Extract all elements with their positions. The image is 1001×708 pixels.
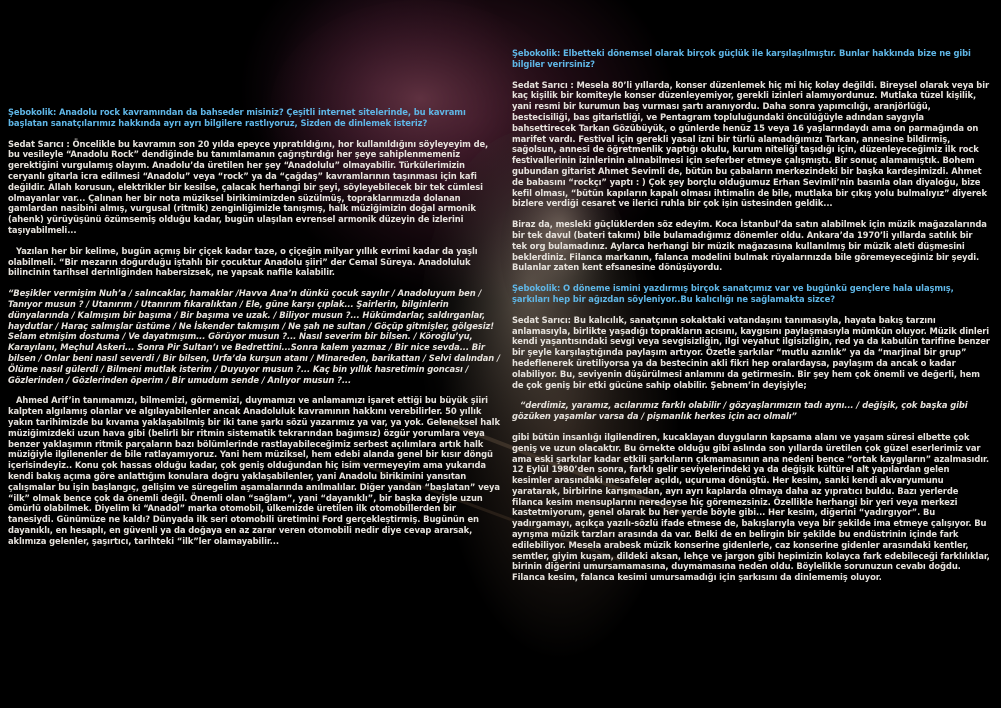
answer-4: Sedat Sarıcı : Mesela 80’li yıllarda, konser düzenlemek hiç mi hiç kolay değildi. Bireysel olarak veya bir kaç kişilik bir komiteyle konser düzenleyemiyor, gerekli izinleri alamıyordunuz. Mutlaka tüzel kişilik, yani resmi bir kurumun baş vurması şartı aranıyordu. Daha sonra yapımcılığı, aranjörlüğü, bestecisiliği, bas gitaristliği, ve Pentagram topluluğundaki öncülüğüyle adından saygıyla bahsettirecek Tarkan Gözübüyük, o günlerde henüz 15 veya 16 yaşlarındaydı ama on parmağında on marifet vardı. Festival için gerekli yasal izni bir türlü alamadığımızı Tarkan, annesine bildirmiş, sağolsun, annesi de öğretmenlik yaptığı okulu, kurum niteliği taşıdığı için, düzenleyeceğimiz ilk rock festivallerinin izinlerinin alınabilmesi için seferber etmeye çalışmıştı. Bir sonuç alamamıştık. Bohem gubundan gitarist Ahmet Sevimli de, bütün bu çabaların merkezindeki bir başka kardeşimizdi. Ahmet de babasını “rockçı” yaptı : ) Çok şey borçlu olduğumuz Erhan Sevimli’nin basınla olan diyaloğu, bize kefil olması, “bütün kapıların kapalı olması ihtimalin de bile, mutlaka bir çıkış yolu bulmalıyız” diyerek bizlere verdiği cesaret ve ilerici ruhla bir çok işin üstesinden geldik...	[512, 79, 990, 209]
question-2: Şebokolik: Elbetteki dönemsel olarak birçok güçlük ile karşılaşılmıştır. Bunlar hakkında bize ne gibi bilgiler verirsiniz?	[512, 48, 971, 69]
left-column	[8, 107, 500, 556]
answer-2: Yazılan her bir kelime, bugün açmış bir çiçek kadar taze, o çiçeğin milyar yıllık evrimi kadar da yaşlı olabilmeli. “Bir mezarın doğurduğu iştahlı bir çocuktur Anadolu şiiri” der Cemal Süreya. Anadoluluk bilincinin tarihsel derinliğinden habersizsek, ne yapsak nafile kalabilir.	[8, 245, 478, 278]
question-1: Şebokolik: Anadolu rock kavramından da bahseder misiniz? Çeşitli internet sitelerinde, bu kavramı başlatan sanatçılarımız hakkında ayrı ayrı bilgilere rastlıyoruz, Sizden de dinlemek isteriz?	[8, 107, 466, 128]
answer-3: Ahmed Arif’in tanımamızı, bilmemizi, görmemizi, duymamızı ve anlamamızı işaret ettiği bu büyük şiiri kalpten algılamış olanlar ve algılayabilenler ancak Anadoluluk kavramının hakkını verebilirler. 50 yıllık yakın tarihimizde bu kıvama yaklaşabilmiş bir iki tane şarkı sözü yazarımız ya var, ya yok. Geleneksel halk müziğimizdeki uzun hava gibi (belirli bir ritmin sistematik tekrarından bağımsız) özgür yorumlara veya benzer yaklaşımın ritmik parçaların bazı bölümlerinde rastlayabileceğimiz serbest açılımlara artık halk müziğiyle ilgilenenler de bile ratlayamıyoruz. Yani hem müziksel, hem edebi alanda genel bir kısır döngü içerisindeyiz.. Konu çok hassas olduğu kadar, çok geniş olduğundan hiç isim vermeyeyim ama yukarıda kendi bakış açıma göre anlattığım konulara doğru yaklaşabilenler, yani Anadolu birikimini yansıtan çalışmalar bu işin başlangıç, gelişim ve süregelim aşamalarında anılmalılar. Diğer yandan “başlatan” veya “ilk” olmak bence çok da önemli değil. Önemli olan “sağlam”, yani “dayanıklı”, bir başka deyişle uzun ömürlü olabilmek. Diyelim ki “Anadol” marka otomobil, ülkemizde üretilen ilk otomobillerden bir tanesiydi. Günümüze ne kaldı? Dünyada ilk seri otomobili üretimini Ford gerçekleştirmiş. Bugünün en dayanıklı, en hesaplı, en güvenli ya da doğaya en az zarar veren otomobili nedir diye cevap ararsak, aklımıza gelenler, şaşırtıcı, tarihteki “ilk”ler olamayabilir...	[8, 395, 500, 546]
answer-5: Biraz da, mesleki güçlüklerden söz edeyim. Koca İstanbul’da satın alabilmek için müzik mağazalarında bir tek davul (bateri takımı) bile bulamadığımız dönemler oldu. Ankara’da 1970’li yıllarda satılık bir tek org bulamadınız. Aylarca herhangi bir müzik mağazasına kullanılmış bir müzik aleti düşmesini beklerdiniz. Filanca markanın, falanca modelini bulmak rüyalarınızda bile göremeyeceğiniz bir şeydi. Bulanlar zaten kent efsanesine dönüşüyordu.	[512, 219, 987, 273]
poem-quote: “Beşikler vermişim Nuh’a / salıncaklar, hamaklar /Havva Ana’n dünkü çocuk sayılır / Anadoluyum ben / Tanıyor musun ? / Utanırım / Utanırım fıkaralıktan / Ele, güne karşı çıplak... Şairlerin, bilginlerin dünyalarında / Kalmışım bir başıma / Bir başıma ve uzak. / Biliyor musun ?... Hükümdarlar, saldırganlar, haydutlar / Haraç salmışlar üstüme / Ne İskender takmışım / Ne şah ne sultan / Göçüp gitmişler, gölgesiz! Selam etmişim dostuma / Ve dayatmışım... Görüyor musun ?... Nasıl severim bir bilsen. / Köroğlu’yu, Karayılanı, Meçhul Askeri... Sonra Pir Sultan’ı ve Bedrettini...Sonra kalem yazmaz / Bir nice sevda... Bir bilsen / Onlar beni nasıl severdi / Bir bilsen, Urfa’da kurşun atanı / Minareden, barikattan / Selvi dalından / Ölüme nasıl gülerdi / Bilmeni mutlak isterim / Duyuyor musun ?... Kaç bin yıllık hasretimin goncası / Gözlerinden / Gözlerinden öperim / Bir umudum sende / Anlıyor musun ?...	[8, 288, 500, 385]
answer-1: Sedat Sarıcı : Öncelikle bu kavramın son 20 yılda epeyce yıpratıldığını, hor kullanıldığını söyleyeyim de, bu vesileyle “Anadolu Rock” dendiğinde bu tanımlamanın çağrıştırdığı her şeye sahiplenmemeniz gerektiğini vurgulamış olayım. Anadolu’da üretilen her şey “Anadolulu” olmayabilir. Türkülerimizin ceryanlı gitarla icra edilmesi “Anadolu” veya “rock” ya da “çağdaş” kavramlarının taşınması için kafi değildir. Allah korusun, elektrikler bir kesilse, çalacak herhangi bir şeyi, söyleyebilecek bir tek cümlesi olmayanlar var... Çalınan her bir nota müziksel birikimimizden süzülmüş, topraklarımızda dolanan gamlardan nasibini almış, vurgusal (ritmik) zenginliğimizle tanışmış, halk müziğimizin doğal armonik (ahenk) yürüyüşünü özümsemiş olduğu kadar, bugün ulaşılan evrensel armonik düzeyin de izlerini taşıyabilmeli...	[8, 138, 489, 235]
right-column	[512, 48, 990, 593]
answer-7: gibi bütün insanlığı ilgilendiren, kucaklayan duyguların kapsama alanı ve yaşam süresi elbette çok geniş ve uzun olacaktır. Bu örnekte olduğu gibi aslında son yıllarda üretilen çok güzel eserlerimiz var ama eski şarkılar kadar etkili şarkıların çıkmamasının ana nedeni bence “ortak kaygıların” azalmasıdır.	[512, 431, 989, 464]
question-3: Şebokolik: O döneme ismini yazdırmış birçok sanatçımız var ve bugünkü gençlere hala ulaşmış, şarkıları hep bir ağızdan söyleniyor..Bu kalıcılığı ne sağlamakta sizce?	[512, 283, 954, 304]
answer-8: 12 Eylül 1980’den sonra, farklı gelir seviyelerindeki ya da değişik kültürel alt yapılardan gelen kesimler arasındaki mesafeler açıldı, uçuruma dönüştü. Her kesim, sanki kendi akvaryumunu yaratarak, birbirine karışmadan, ayrı ayrı kaplarda olmaya daha az yıpratıcı buldu. Bazı yerlerde filanca kesim mensuplarını neredeyse hiç göremezsiniz. Özellikle herhangi bir yeri veya merkezi kastetmiyorum, genel olarak bu her yerde böyle gibi... Her kesim, diğerini “yadırgıyor”. Bu yadırgamayı, açıkça yazılı-sözlü ifade etmese de, bakışlarıyla veya bir şekilde ima etmeye çalışıyor. Bu ayrışma müzik tarzları arasında da var. Belki de en belirgin bir şekilde bu endüstrinin içinde fark edilebiliyor. Mesela arabesk müzik konserine gidenlerle, caz konserine gidenler arasındaki kentler, semtler, giyim kuşam, dildeki aksan, lehçe ve jargon gibi hepimizin kolayca fark edebileceği farklılıklar, birinin diğerini umursamamasına, duymamasına neden oldu. Böylelikle sorunuzun cevabı doğdu. Filanca kesim, falanca kesimi umursamadığı için şarkısını da dinlememiş oluyor.	[512, 464, 990, 583]
answer-6: Sedat Sarıcı: Bu kalıcılık, sanatçının sokaktaki vatandaşını tanımasıyla, hayata bakış tarzını anlamasıyla, birlikte yaşadığı toprakların acısını, kaygısını paylaşmasıyla mümkün oluyor. Müzik dinleri kendi yaşantısındaki sevgi veya sevgisizliğin, ilgi veyahut ilgisizliğin, red ya da kabulün tarifine benzer bir şeyle karşılaştığında paylaşım artıyor. Özetle şarkılar “mutlu azınlık” ya da “marjinal bir grup” hedeflenerek üretiliyorsa ya da bestecinin akli fikri hep oralardaysa, paylaşım da ancak o kadar olabiliyor. Bu, seviyenin düşürülmesi anlamını da getirmesin. Bir şey hem çok önemli ve değerli, hem de çok geniş bir etki gücüne sahip olabilir. Şebnem’in deyişiyle;	[512, 314, 990, 390]
lyric-quote: “derdimiz, yaramız, acılarımız farklı olabilir / gözyaşlarımızın tadı aynı... / değişik, çok başka gibi gözüken yaşamlar varsa da / pişmanlık herkes için acı olmalı”	[512, 400, 968, 422]
